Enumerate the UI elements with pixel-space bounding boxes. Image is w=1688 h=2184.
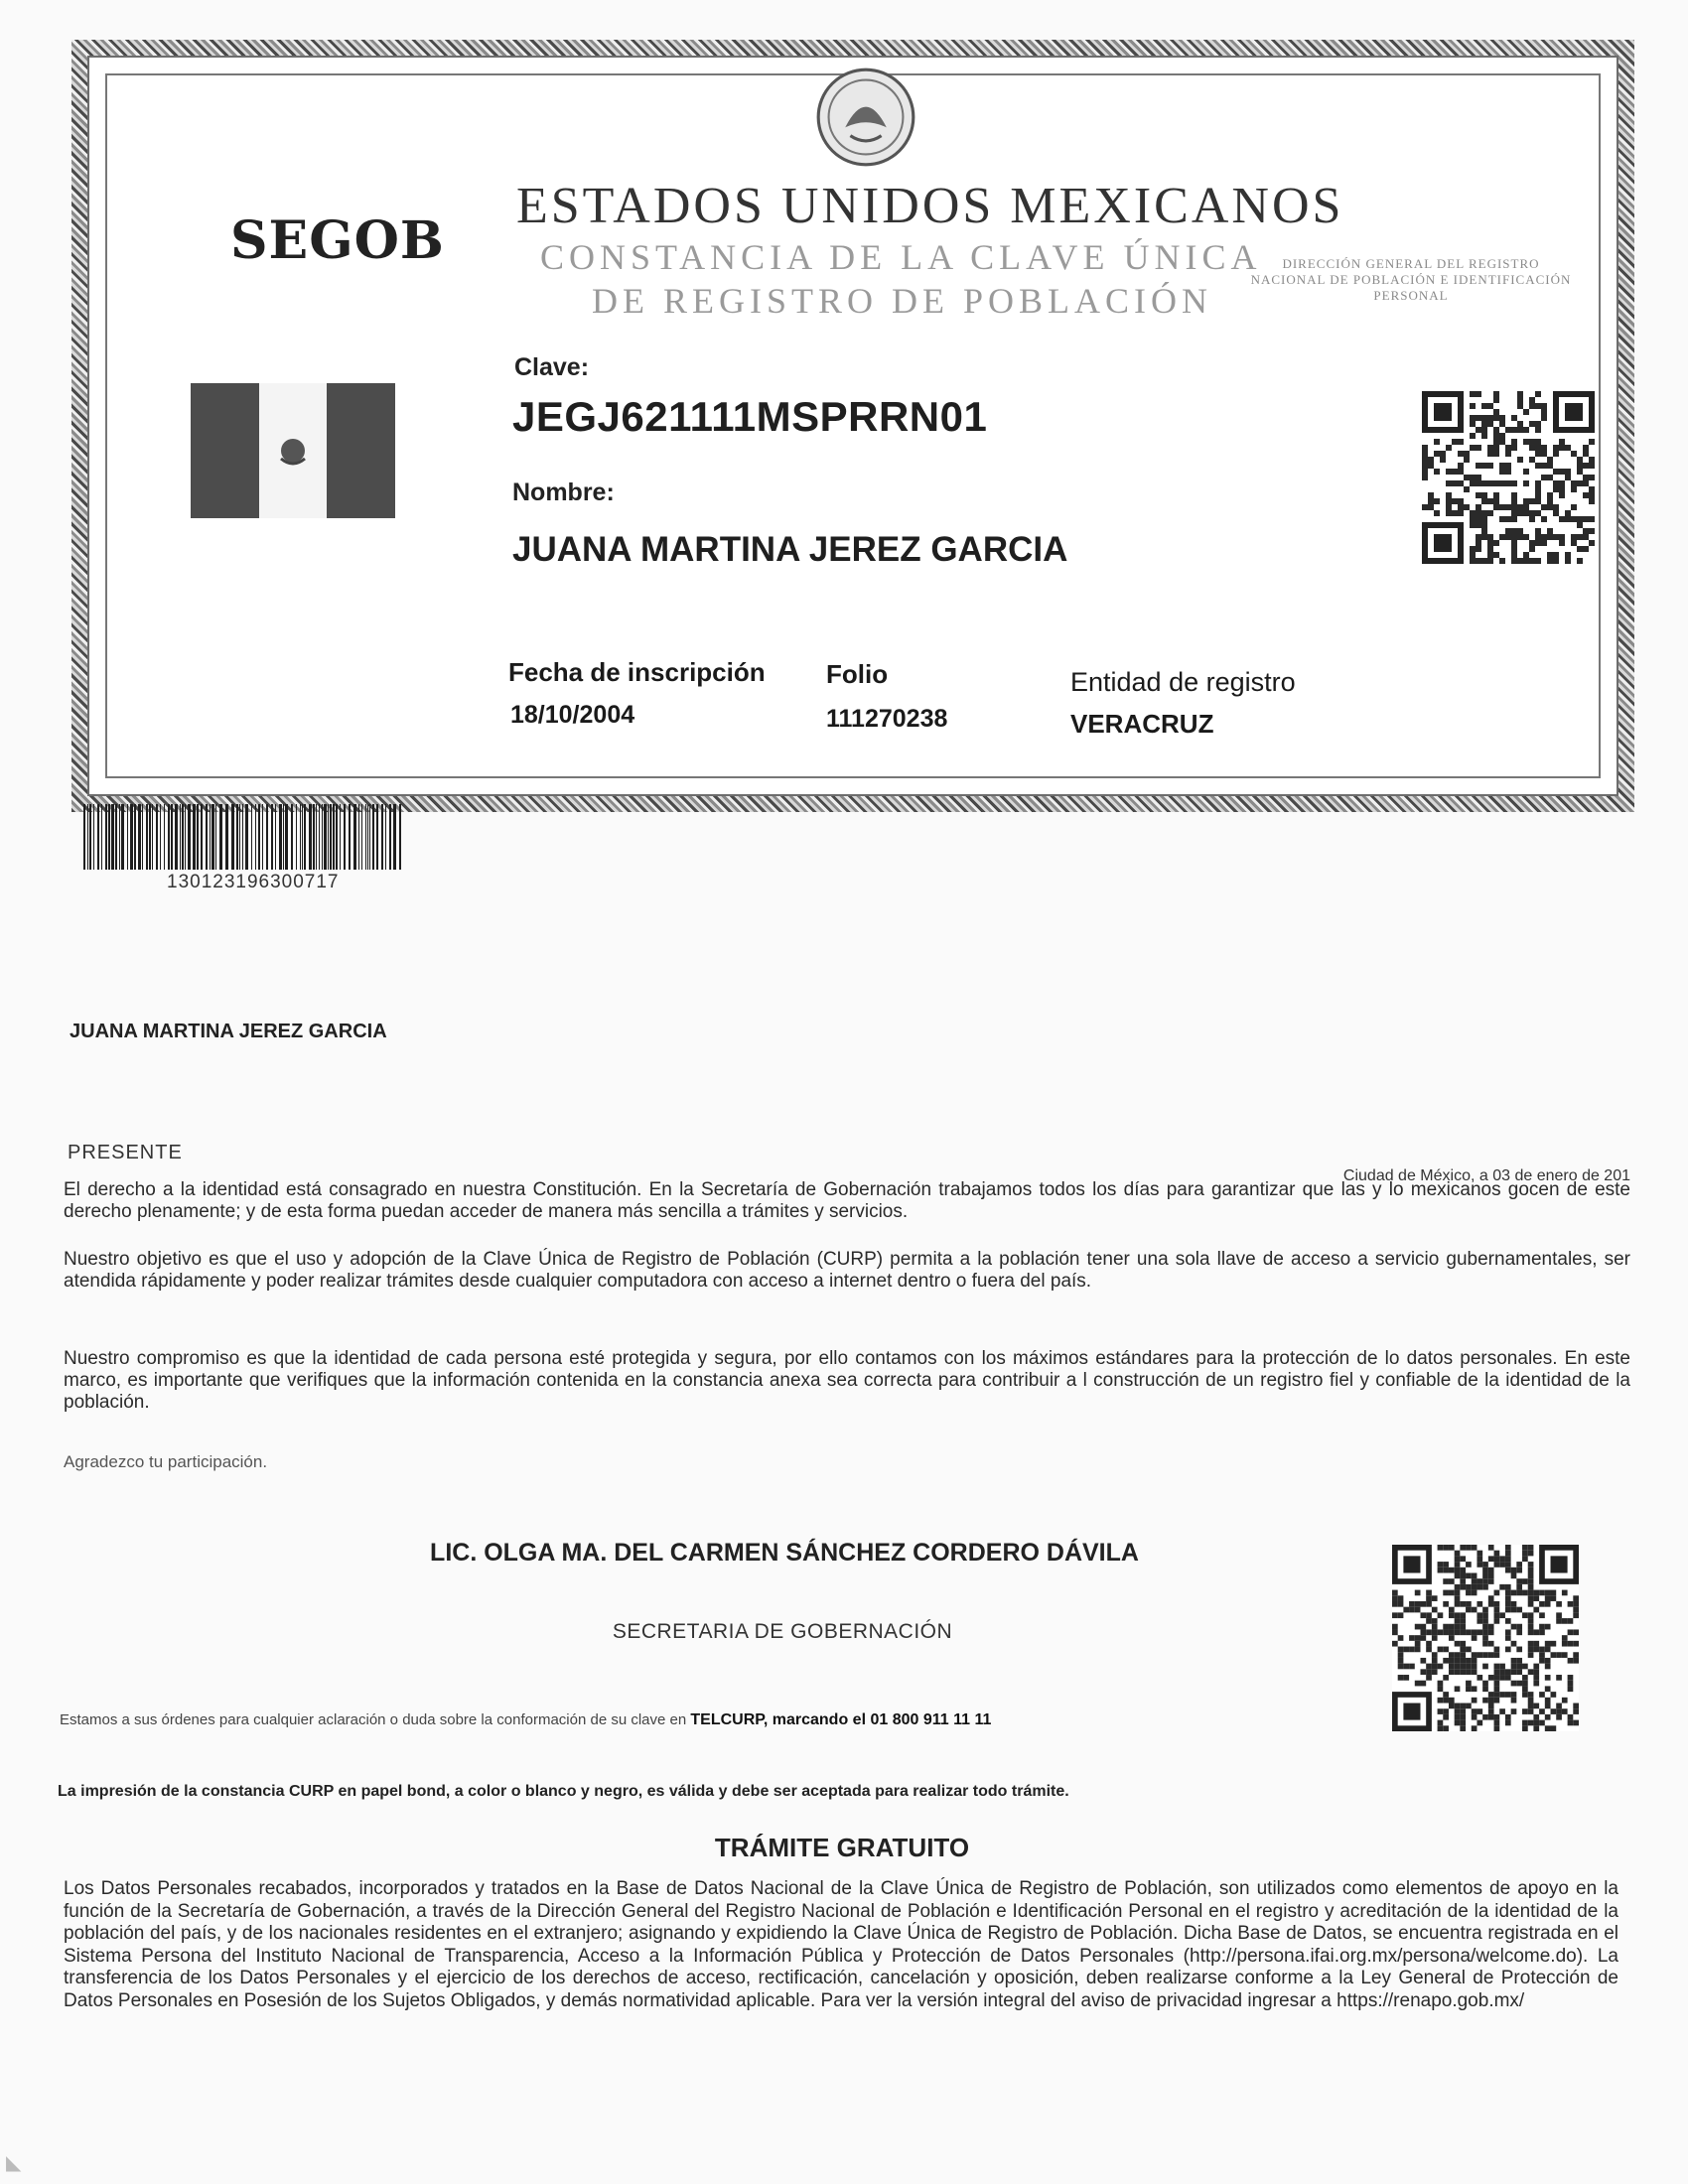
certificate-subtitle-line2: DE REGISTRO DE POBLACIÓN (592, 281, 1213, 321)
barcode-icon (81, 804, 407, 870)
qr-code-icon (1422, 391, 1595, 564)
department-name: DIRECCIÓN GENERAL DEL REGISTRO NACIONAL DE POBLACIÓN E IDENTIFICACIÓN PERSONAL (1250, 256, 1572, 303)
clave-label: Clave: (514, 353, 590, 381)
letter-paragraph-1: El derecho a la identidad está consagrado en nuestra Constitución. En la Secretaría de Gobernación trabajamos todos los días para garantizar que las y lo mexicanos gocen de este derecho plenamente; y de esta forma puedan acceder de manera más sencilla a trámites y servicios. (64, 1179, 1630, 1222)
fecha-inscripcion-label: Fecha de inscripción (508, 657, 766, 687)
privacy-notice: Los Datos Personales recabados, incorporados y tratados en la Base de Datos Nacional de la Clave Única de Registro de Población, son utilizados como elementos de apoyo en la función de la Secretaría de Gobernación, a través de la Dirección General del Registro Nacional de Población e Identificación Personal en el registro y acreditación de la identidad de la población del país, y de los nacionales residentes en el extranjero; asignando y expidiendo la Clave Única de Registro de Población. Dicha Base de Datos, se encuentra registrada en el Sistema Persona del Instituto Nacional de Transparencia, Acceso a la Información Pública y Protección de Datos Personales (http://persona.ifai.org.mx/persona/welcome.do). La transferencia de los Datos Personales y el ejercicio de los derechos de acceso, rectificación, cancelación y oposición, deben realizarse conforme a la Ley General de Protección de Datos Personales en Posesión de los Sujetos Obligados, y demás normatividad aplicable. Para ver la versión integral del aviso de privacidad ingresar a https://renapo.gob.mx/ (64, 1878, 1618, 2011)
national-seal-icon (814, 66, 917, 169)
country-title: ESTADOS UNIDOS MEXICANOS (516, 178, 1344, 234)
entidad-registro-value: VERACRUZ (1070, 709, 1214, 739)
letter-presente: PRESENTE (68, 1142, 183, 1163)
signer-title: SECRETARIA DE GOBERNACIÓN (612, 1620, 953, 1643)
mexico-flag-icon (191, 383, 395, 518)
page-corner-mark: ◣ (6, 2152, 22, 2174)
letter-paragraph-3: Nuestro compromiso es que la identidad de cada persona esté protegida y segura, por ello contamos con los máximos estándares para la protección de lo datos personales. En este marco, es importante que verifiques que la información contenida en la constancia anexa sea correcta para contribuir a l construcción de un registro fiel y confiable de la identidad de la población. (64, 1348, 1630, 1413)
entidad-registro-label: Entidad de registro (1070, 667, 1296, 697)
letter-paragraph-4: Agradezco tu participación. (64, 1452, 268, 1471)
flag-emblem-icon (273, 431, 313, 471)
nombre-value: JUANA MARTINA JEREZ GARCIA (512, 530, 1068, 569)
fecha-inscripcion-value: 18/10/2004 (510, 701, 635, 729)
tramite-gratuito: TRÁMITE GRATUITO (714, 1833, 970, 1862)
tramite-block (0, 1833, 1688, 1863)
qr-code-icon (1392, 1545, 1579, 1731)
letter-paragraph-2: Nuestro objetivo es que el uso y adopción de la Clave Única de Registro de Población (CURP) permita a la población tener una sola llave de acceso a servicio gubernamentales, ser atendida rápidamente y poder realizar trámites desde cualquier computadora con acceso a internet dentro o fuera del país. (64, 1249, 1630, 1292)
agency-logo-text: SEGOB (230, 210, 445, 271)
barcode-number: 130123196300717 (167, 872, 340, 892)
signer-name: LIC. OLGA MA. DEL CARMEN SÁNCHEZ CORDERO DÁVILA (430, 1539, 1139, 1567)
clave-value: JEGJ621111MSPRRN01 (512, 393, 988, 440)
letter-recipient: JUANA MARTINA JEREZ GARCIA (70, 1021, 387, 1042)
telcurp-note (60, 1711, 991, 1729)
folio-label: Folio (826, 659, 889, 689)
telcurp-phone: TELCURP, marcando el 01 800 911 11 11 (690, 1711, 992, 1728)
letter-place-date: Ciudad de México, a 03 de enero de 201 (1342, 1167, 1630, 1184)
impresion-note: La impresión de la constancia CURP en papel bond, a color o blanco y negro, es válida y debe ser aceptada para realizar todo trámite. (58, 1783, 1069, 1800)
telcurp-text: Estamos a sus órdenes para cualquier aclaración o duda sobre la conformación de su clave en (60, 1711, 691, 1728)
certificate-subtitle-line1: CONSTANCIA DE LA CLAVE ÚNICA (540, 237, 1262, 277)
folio-value: 111270238 (826, 705, 948, 733)
nombre-label: Nombre: (512, 478, 615, 506)
